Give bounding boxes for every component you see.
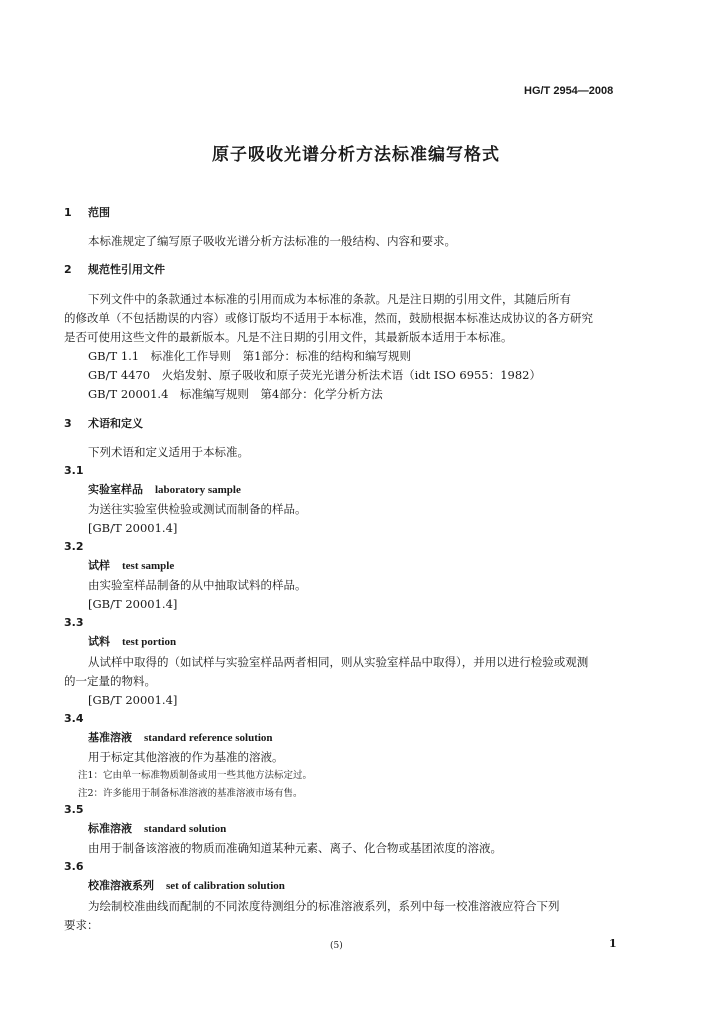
document-id: HG/T 2954—2008 — [524, 85, 614, 97]
term-cn: 基准溶液 — [88, 731, 132, 744]
term-source: [GB/T 20001.4] — [88, 521, 178, 535]
page-number: 1 — [609, 937, 617, 950]
term-definition: 由用于制备该溶液的物质而准确知道某种元素、离子、化合物或基团浓度的溶液。 — [88, 841, 502, 855]
term-heading — [88, 558, 174, 574]
term-cn: 试料 — [88, 635, 110, 648]
term-cn: 校准溶液系列 — [88, 879, 154, 892]
term-definition-line-2: 的一定量的物料。 — [64, 674, 156, 688]
normative-para-line-1: 下列文件中的条款通过本标准的引用而成为本标准的条款。凡是注日期的引用文件，其随后所有 — [88, 292, 571, 306]
clause-number: 3.3 — [64, 616, 84, 629]
clause-number: 3.1 — [64, 464, 84, 477]
note-1: 注1：它由单一标准物质制备或用一些其他方法标定过。 — [78, 770, 313, 781]
term-en: set of calibration solution — [166, 880, 285, 892]
clause-number: 3.2 — [64, 540, 84, 553]
section-number: 1 — [64, 206, 72, 219]
term-heading — [88, 821, 226, 837]
section-3-heading — [64, 416, 143, 432]
term-heading — [88, 634, 176, 650]
term-definition: 用于标定其他溶液的作为基准的溶液。 — [88, 750, 284, 764]
term-definition-line-1: 从试样中取得的（如试样与实验室样品两者相同，则从实验室样品中取得），并用以进行检验或观测 — [88, 655, 589, 669]
section-1-heading — [64, 205, 110, 221]
scope-text: 本标准规定了编写原子吸收光谱分析方法标准的一般结构、内容和要求。 — [88, 234, 456, 248]
term-en: test sample — [122, 560, 175, 572]
term-en: standard solution — [144, 823, 227, 835]
term-en: standard reference solution — [144, 732, 273, 744]
term-source: [GB/T 20001.4] — [88, 597, 178, 611]
clause-number: 3.6 — [64, 860, 84, 873]
clause-number: 3.5 — [64, 803, 84, 816]
section-title: 范围 — [88, 206, 110, 219]
section-number: 2 — [64, 263, 72, 276]
term-definition: 为送往实验室供检验或测试而制备的样品。 — [88, 502, 307, 516]
term-cn: 实验室样品 — [88, 483, 143, 496]
normative-para-line-3: 是否可使用这些文件的最新版本。凡是不注日期的引用文件，其最新版本适用于本标准。 — [64, 330, 513, 344]
section-title: 规范性引用文件 — [88, 263, 165, 276]
term-en: test portion — [122, 636, 177, 648]
reference-item: GB/T 20001.4 标准编写规则 第4部分：化学分析方法 — [88, 387, 383, 401]
note-2: 注2：许多能用于制备标准溶液的基准溶液市场有售。 — [78, 788, 303, 799]
section-title: 术语和定义 — [88, 417, 143, 430]
term-heading — [88, 482, 241, 498]
term-cn: 标准溶液 — [88, 822, 132, 835]
footer-code: (5) — [330, 941, 343, 951]
clause-number: 3.4 — [64, 712, 84, 725]
terms-intro: 下列术语和定义适用于本标准。 — [88, 445, 249, 459]
term-definition-line-2: 要求： — [64, 918, 99, 932]
section-number: 3 — [64, 417, 72, 430]
term-definition: 由实验室样品制备的从中抽取试料的样品。 — [88, 578, 307, 592]
term-cn: 试样 — [88, 559, 110, 572]
reference-item: GB/T 4470 火焰发射、原子吸收和原子荧光光谱分析法术语（idt ISO 6955：1982） — [88, 368, 541, 382]
term-definition-line-1: 为绘制校准曲线而配制的不同浓度待测组分的标准溶液系列，系列中每一校准溶液应符合下列 — [88, 899, 560, 913]
section-2-heading — [64, 262, 165, 278]
page-title: 原子吸收光谱分析方法标准编写格式 — [212, 145, 500, 165]
normative-para-line-2: 的修改单（不包括勘误的内容）或修订版均不适用于本标准，然而，鼓励根据本标准达成协议的各方研究 — [64, 311, 593, 325]
term-source: [GB/T 20001.4] — [88, 693, 178, 707]
term-heading — [88, 730, 273, 746]
term-en: laboratory sample — [155, 484, 241, 496]
reference-item: GB/T 1.1 标准化工作导则 第1部分：标准的结构和编写规则 — [88, 349, 411, 363]
term-heading — [88, 878, 285, 894]
